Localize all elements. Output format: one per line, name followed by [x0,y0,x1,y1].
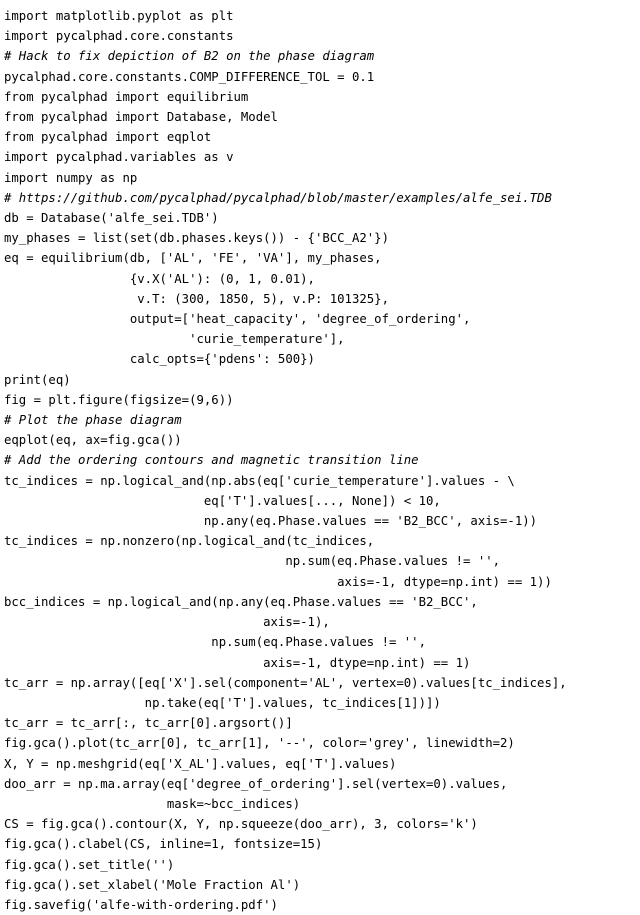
code-line: doo_arr = np.ma.array(eq['degree_of_ordering'].sel(vertex=0).values, [4,776,508,791]
code-line: np.any(eq.Phase.values == 'B2_BCC', axis=-1)) [4,514,538,529]
code-line: # Add the ordering contours and magnetic transition line [4,453,419,468]
code-line: axis=-1, dtype=np.int) == 1)) [4,574,552,589]
code-line: db = Database('alfe_sei.TDB') [4,211,219,226]
code-line: from pycalphad import eqplot [4,130,212,145]
code-line: v.T: (300, 1850, 5), v.P: 101325}, [4,291,389,306]
code-line: tc_arr = np.array([eq['X'].sel(component='AL', vertex=0).values[tc_indices], [4,675,567,690]
code-line: fig.gca().plot(tc_arr[0], tc_arr[1], '--', color='grey', linewidth=2) [4,736,515,751]
code-line: pycalphad.core.constants.COMP_DIFFERENCE_TOL = 0.1 [4,69,375,84]
code-line: fig.savefig('alfe-with-ordering.pdf') [4,897,278,912]
code-line: # Hack to fix depiction of B2 on the phase diagram [4,49,375,64]
code-line: mask=~bcc_indices) [4,796,301,811]
code-line: import pycalphad.variables as v [4,150,234,165]
code-line: print(eq) [4,372,71,387]
code-line: 'curie_temperature'], [4,332,345,347]
code-line: np.sum(eq.Phase.values != '', [4,635,426,650]
code-line: output=['heat_capacity', 'degree_of_ordering', [4,312,471,327]
code-line: # Plot the phase diagram [4,413,182,428]
code-line: np.sum(eq.Phase.values != '', [4,554,501,569]
code-line: np.take(eq['T'].values, tc_indices[1])]) [4,695,441,710]
code-line: eqplot(eq, ax=fig.gca()) [4,433,182,448]
code-line: my_phases = list(set(db.phases.keys()) - {'BCC_A2'}) [4,231,389,246]
code-line: eq['T'].values[..., None]) < 10, [4,493,441,508]
code-line: fig.gca().clabel(CS, inline=1, fontsize=15) [4,837,323,852]
code-line: tc_indices = np.logical_and(np.abs(eq['curie_temperature'].values - \ [4,473,515,488]
code-line: import matplotlib.pyplot as plt [4,9,234,23]
code-line: eq = equilibrium(db, ['AL', 'FE', 'VA'], my_phases, [4,251,382,266]
code-line: from pycalphad import Database, Model [4,110,278,125]
code-line: import pycalphad.core.constants [4,29,234,44]
code-line: tc_arr = tc_arr[:, tc_arr[0].argsort()] [4,716,293,731]
code-line: fig = plt.figure(figsize=(9,6)) [4,392,234,407]
code-line: bcc_indices = np.logical_and(np.any(eq.Phase.values == 'B2_BCC', [4,594,478,609]
code-line: calc_opts={'pdens': 500}) [4,352,315,367]
code-line: CS = fig.gca().contour(X, Y, np.squeeze(doo_arr), 3, colors='k') [4,817,478,832]
code-line: axis=-1, dtype=np.int) == 1) [4,655,471,670]
code-line: from pycalphad import equilibrium [4,89,249,104]
code-line: tc_indices = np.nonzero(np.logical_and(tc_indices, [4,534,375,549]
code-line: fig.gca().set_xlabel('Mole Fraction Al') [4,877,301,892]
code-line: X, Y = np.meshgrid(eq['X_AL'].values, eq['T'].values) [4,756,397,771]
code-line: import numpy as np [4,170,138,185]
code-line: axis=-1), [4,615,330,630]
code-line: {v.X('AL'): (0, 1, 0.01), [4,271,315,286]
code-line: fig.gca().set_title('') [4,857,175,872]
code-line: # https://github.com/pycalphad/pycalphad/blob/master/examples/alfe_sei.TDB [4,190,552,205]
